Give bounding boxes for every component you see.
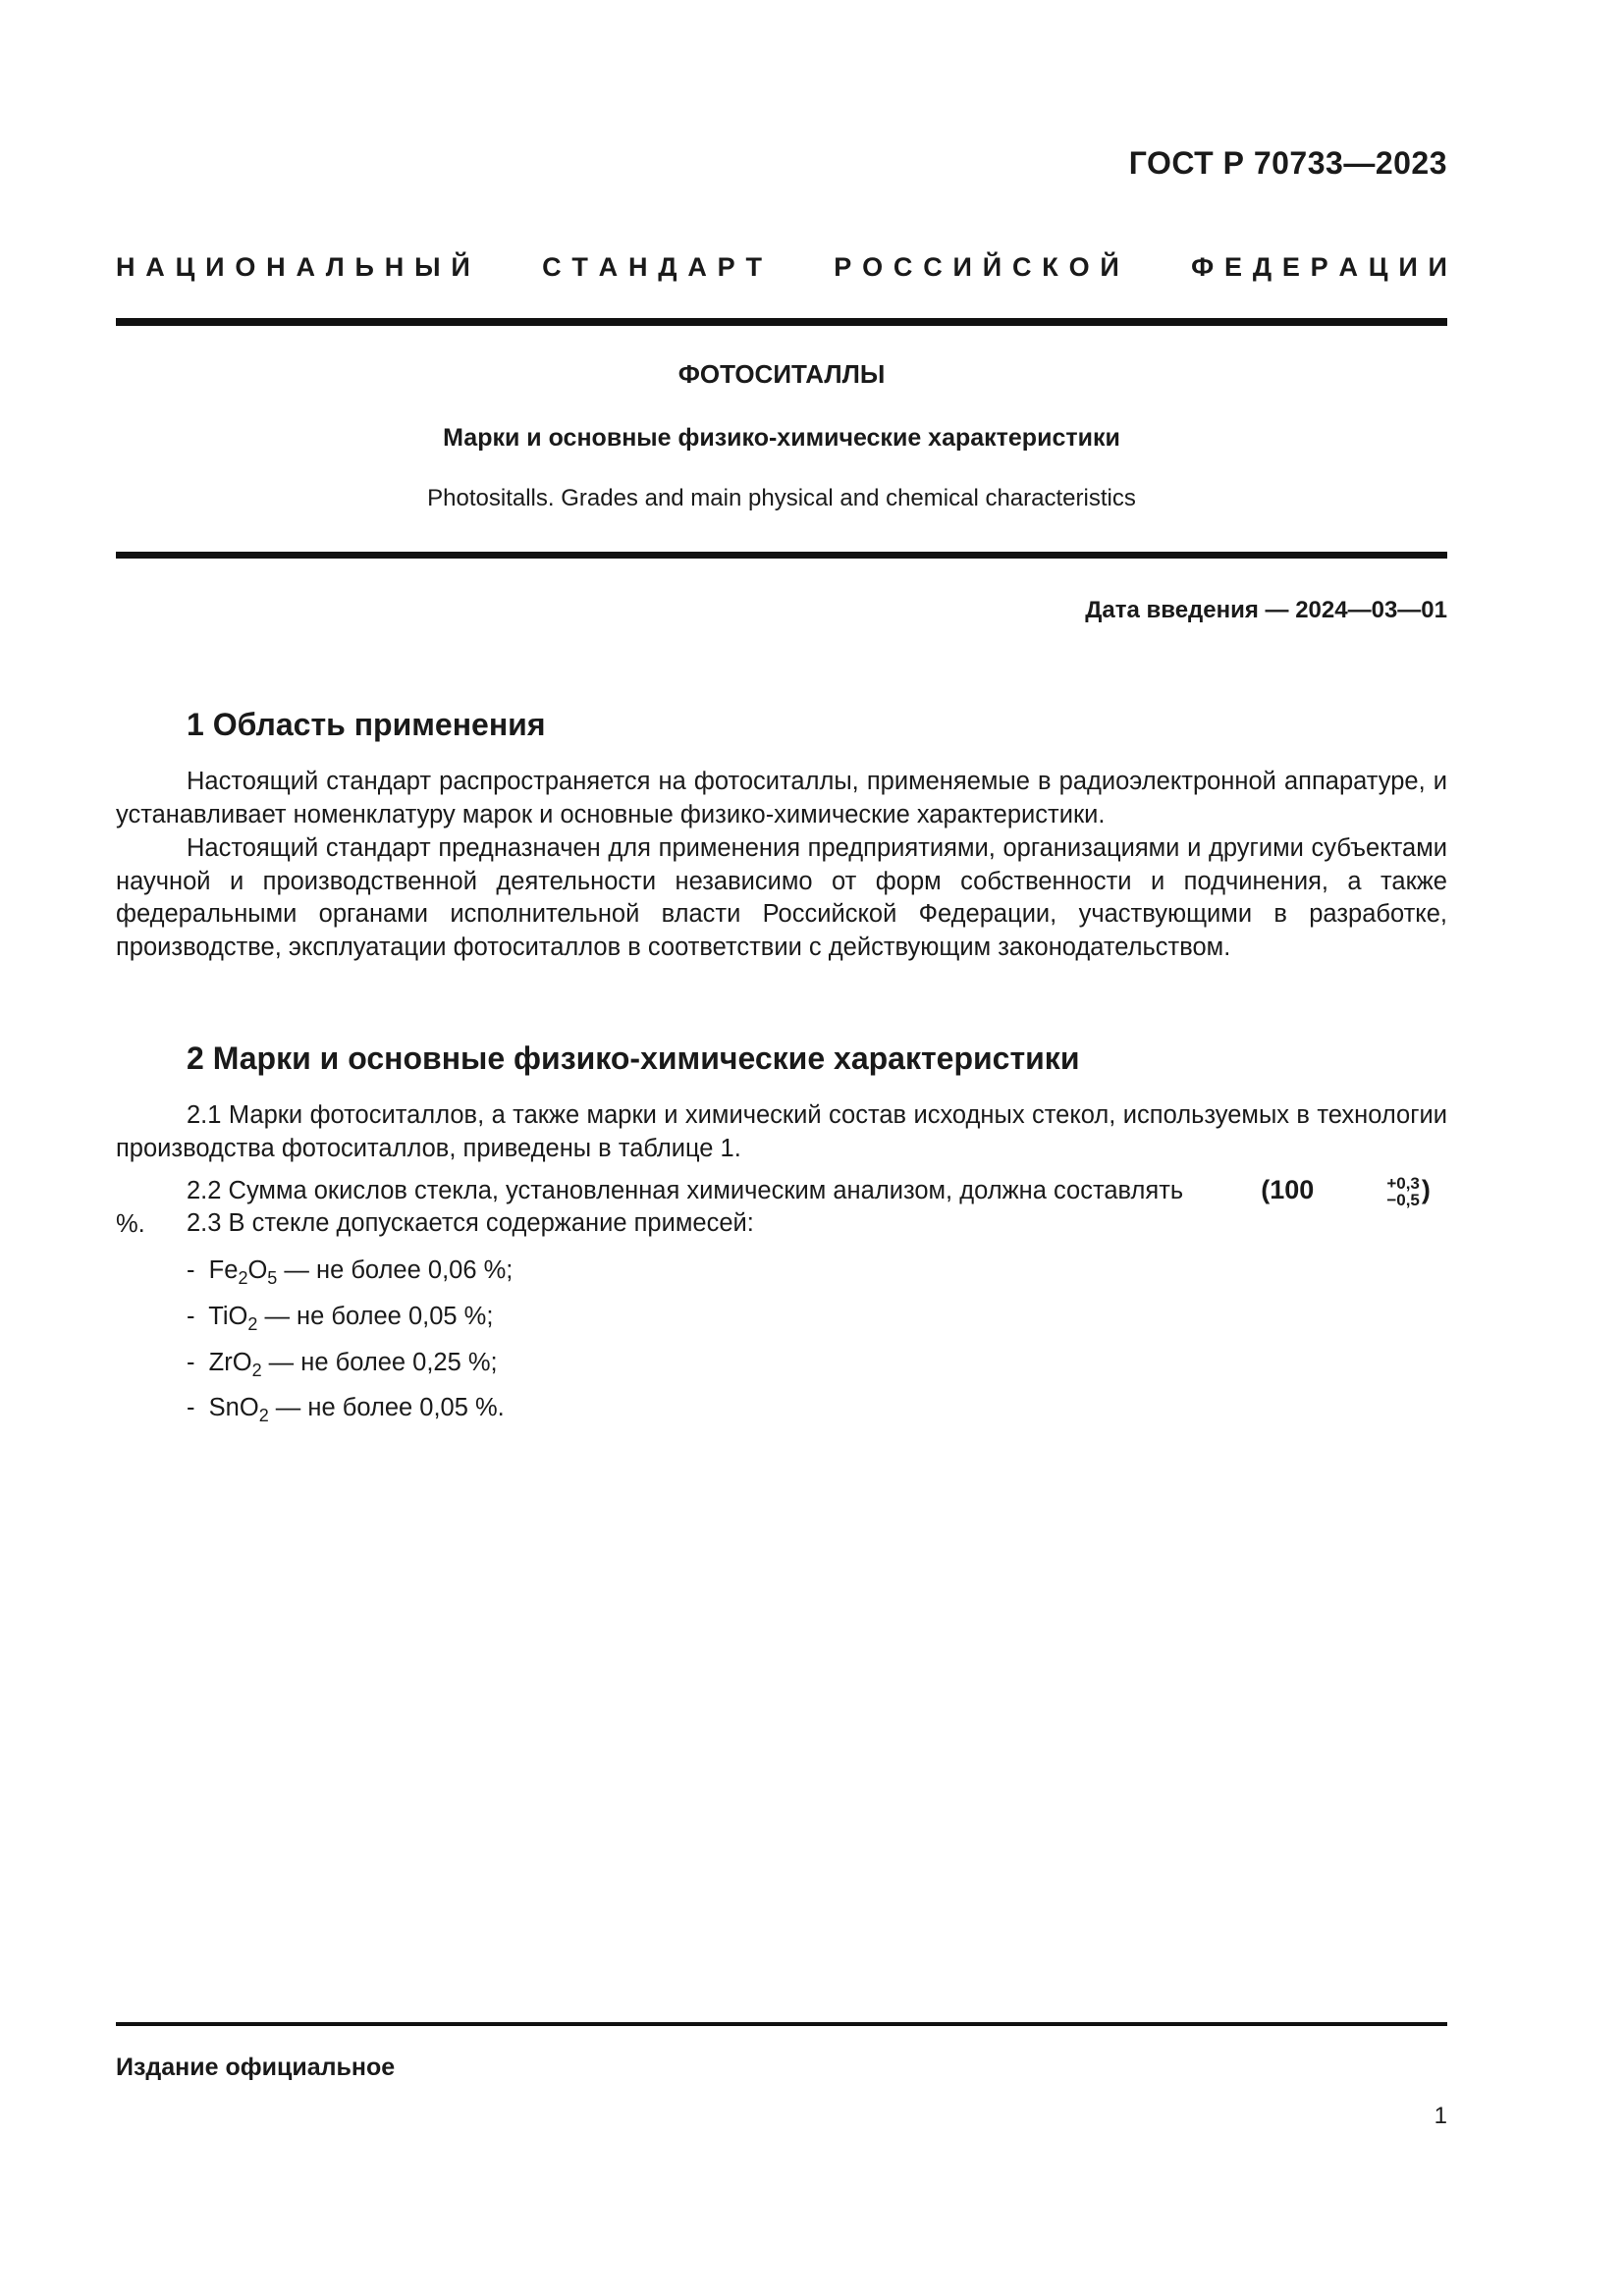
tolerance-minus: −0,5 [1386,1190,1420,1209]
document-english-title: Photositalls. Grades and main physical and chemical characteristics [427,485,1136,511]
national-standard-banner [116,252,1447,283]
title-divider [116,552,1447,559]
impurity-item-fe2o5: - $Fe_2O_5$ — не более 0,06 %; [187,1256,514,1288]
section-2-heading: 2 Марки и основные физико-химические характеристики [187,1041,1080,1076]
percent-unit: %. [116,1209,145,1238]
tolerance-limits [1316,1175,1420,1208]
footer-divider [116,2022,1447,2026]
document-title: ФОТОСИТАЛЛЫ [677,359,886,389]
national-word-2: С Т А Н Д А Р Т [542,252,762,282]
impurity-item-tio2: - TiO$_2$ — не более 0,05 %; [187,1303,494,1334]
clause-2-1: 2.1 Марки фотоситаллов, а также марки и химический состав исходных стекол, используемых в технологии производства фотоситаллов, приведены в таблице 1. [116,1101,1447,1162]
introduction-date: Дата введения — 2024—03—01 [1085,597,1447,623]
gost-code: ГОСТ Р 70733—2023 [1128,145,1447,181]
impurity-item-sno2: - SnO$_2$ — не более 0,05 %. [187,1394,505,1425]
national-word-4: Ф Е Д Е Р А Ц И И [1191,252,1447,282]
section-1-paragraph-1: Настоящий стандарт распространяется на фотоситаллы, применяемые в радиоэлектронной аппаратуре, и устанавливает номенклатуру марок и основные физико-химические характеристики. [116,768,1447,828]
official-edition-label: Издание официальное [116,2054,396,2081]
section-1-heading: 1 Область применения [187,707,546,742]
tolerance-plus: +0,3 [1386,1173,1420,1193]
document-subtitle: Марки и основные физико-химические характеристики [443,424,1120,452]
national-word-3: Р О С С И Й С К О Й [834,252,1119,282]
clause-2-3: 2.3 В стекле допускается содержание примесей: [187,1209,754,1237]
top-divider [116,318,1447,326]
national-word-1: Н А Ц И О Н А Л Ь Н Ы Й [116,252,470,282]
impurity-item-zro2: - ZrO$_2$ — не более 0,25 %; [187,1349,498,1380]
page-number: 1 [1434,2103,1447,2129]
clause-2-2-text: 2.2 Сумма окислов стекла, установленная химическим анализом, должна составлять [187,1177,1184,1204]
section-1-paragraph-2: Настоящий стандарт предназначен для применения предприятиями, организациями и другими субъектами научной и производственной деятельности независимо от форм собственности и подчинения, а также федеральными органами исполнительной власти Российской Федерации, участвующими в разработке, производстве, эксплуатации фотоситаллов в соответствии с действующим законодательством. [116,834,1447,961]
tolerance-value: (100 +0,3 −0,5 ) [1261,1173,1431,1209]
